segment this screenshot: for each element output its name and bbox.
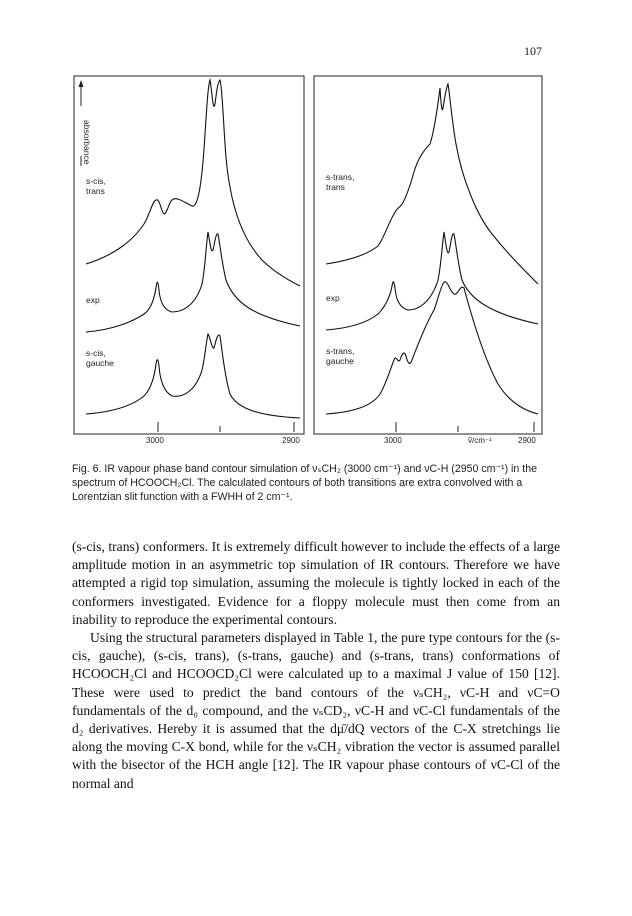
left-bottom-spectrum-curve bbox=[86, 334, 300, 418]
left-tick-label-2900: 2900 bbox=[282, 436, 300, 445]
paragraph: Using the structural parameters displayed in Table 1, the pure type contours for the (s-cis, gauche), (s-cis, trans), (s-trans, gauche) and (s-trans, trans) conformations of HCOOCH₂Cl and HCOOCD₂Cl were calculated up to a maximal J value of 150 [12]. These were used to predict the band contours of the νₛCH₂, νC-H and νC=O fundamentals of the d₀ compound, and the νₛCD₂, νC-H and νC-Cl fundamentals of the d₂ derivatives. Hereby it is assumed that the dμ̄/dQ vectors of the C-X stretchings lie along the moving C-X bond, while for the νₛCH₂ vibration the vector is assumed parallel with the bisector of the HCH angle [12]. The IR vapour phase contours of νC-Cl of the normal and bbox=[72, 630, 560, 791]
left-top-spectrum-curve bbox=[86, 80, 300, 286]
arrow-head-icon bbox=[79, 80, 84, 87]
spectra-figure-svg bbox=[72, 74, 544, 446]
right-bottom-label-line1: s-trans, bbox=[326, 346, 355, 356]
left-tick-label-3000: 3000 bbox=[146, 436, 164, 445]
figure-ir-spectra bbox=[72, 74, 544, 446]
right-bottom-spectrum-curve bbox=[326, 282, 538, 414]
page-number: 107 bbox=[524, 44, 542, 58]
figure-caption: Fig. 6. IR vapour phase band contour simulation of νₛCH₂ (3000 cm⁻¹) and νC-H (2950 cm⁻¹) in the spectrum of HCOOCH₂Cl. The calculated contours of both transitions are extra convolved with a Lorentzian slit function with a FWHH of 2 cm⁻¹. bbox=[72, 463, 537, 503]
right-panel-frame bbox=[314, 76, 542, 434]
right-x-unit: ṽ/cm⁻¹ bbox=[468, 436, 492, 445]
left-bottom-label-line2: gauche bbox=[86, 358, 114, 368]
left-top-label-line2: trans bbox=[86, 186, 105, 196]
right-bottom-label-line2: gauche bbox=[326, 356, 354, 366]
y-axis-label: absorbance bbox=[82, 120, 92, 165]
left-top-label-line1: s-cis, bbox=[86, 176, 106, 186]
left-middle-label: exp bbox=[86, 295, 100, 305]
right-top-spectrum-curve bbox=[326, 84, 538, 284]
left-bottom-label-line1: s-cis, bbox=[86, 348, 106, 358]
right-exp-spectrum-curve bbox=[326, 232, 538, 330]
right-tick-label-2900: 2900 bbox=[518, 436, 536, 445]
paragraph: (s-cis, trans) conformers. It is extremely difficult however to include the effects of a large amplitude motion in an asymmetric top simulation of IR contours. Therefore we have attempted a rigid top simulation, assuming the molecule is tightly locked in each of the conformers investigated. Evidence for a floppy molecule must then come from an inability to reproduce the experimental contours. bbox=[72, 539, 560, 627]
left-exp-spectrum-curve bbox=[86, 232, 300, 332]
right-middle-label: exp bbox=[326, 293, 340, 303]
right-top-label-line2: trans bbox=[326, 182, 345, 192]
body-text bbox=[72, 538, 560, 793]
right-top-label-line1: s-trans, bbox=[326, 172, 355, 182]
right-tick-label-3000: 3000 bbox=[384, 436, 402, 445]
